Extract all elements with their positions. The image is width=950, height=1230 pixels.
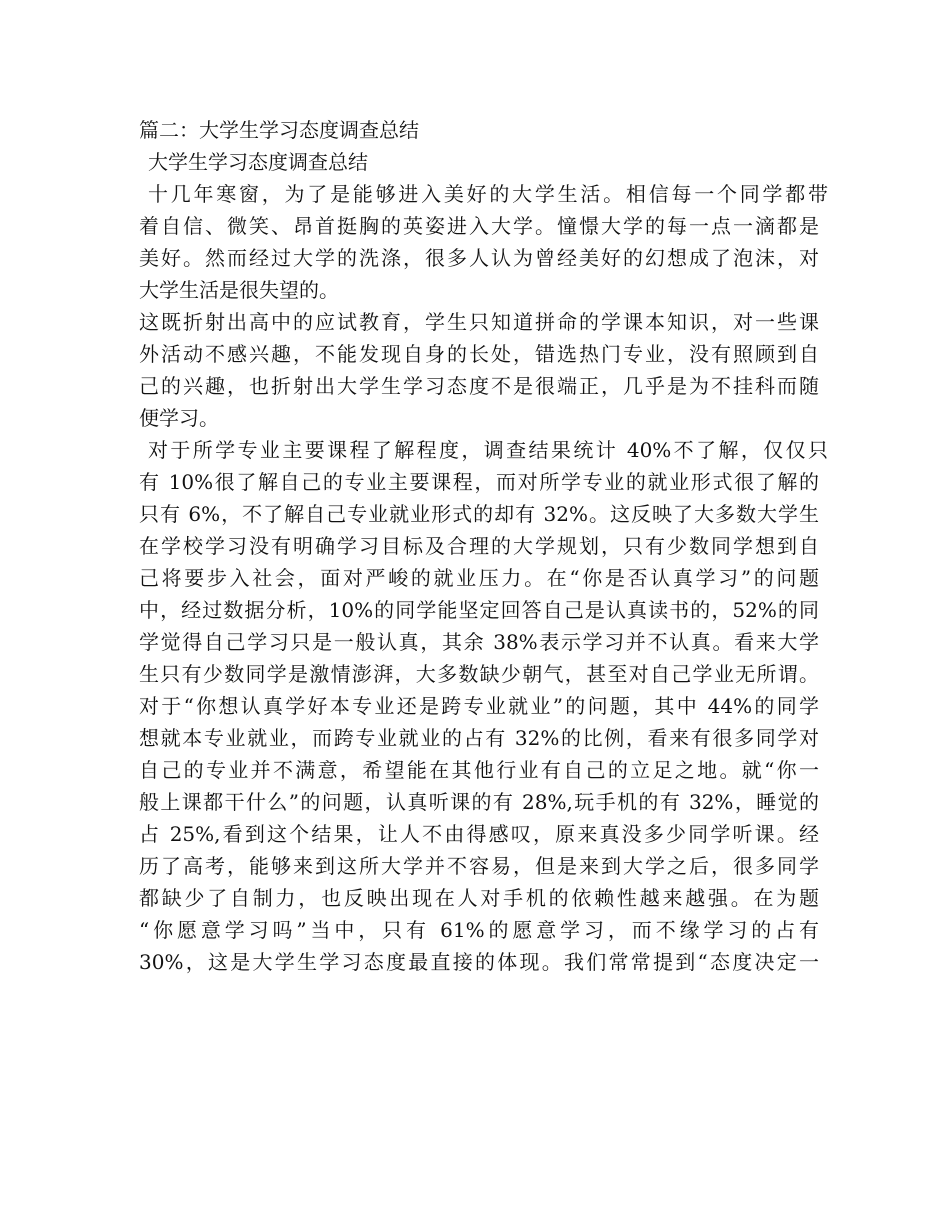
paragraph-line: 都缺少了自制力，也反映出现在人对手机的依赖性越来越强。在为题 [139, 886, 819, 910]
paragraph-line: 大学生活是很失望的。 [139, 278, 339, 302]
paragraph-line: 己的兴趣，也折射出大学生学习态度不是很端正，几乎是为不挂科而随 [139, 374, 819, 398]
document-subtitle: 大学生学习态度调查总结 [148, 150, 368, 174]
paragraph-line: 有 10%很了解自己的专业主要课程，而对所学专业的就业形式很了解的 [139, 470, 819, 494]
paragraph-line: “你愿意学习吗”当中，只有 61%的愿意学习，而不缘学习的占有 [139, 918, 819, 942]
paragraph-line: 只有 6%，不了解自己专业就业形式的却有 32%。这反映了大多数大学生 [139, 502, 819, 526]
paragraph-line: 这既折射出高中的应试教育，学生只知道拼命的学课本知识，对一些课 [139, 310, 819, 334]
paragraph-line: 十几年寒窗，为了是能够进入美好的大学生活。相信每一个同学都带 [148, 182, 828, 206]
paragraph-line: 生只有少数同学是激情澎湃，大多数缺少朝气，甚至对自己学业无所谓。 [139, 662, 819, 686]
paragraph-line: 便学习。 [139, 406, 219, 430]
paragraph-line: 般上课都干什么”的问题，认真听课的有 28%,玩手机的有 32%，睡觉的 [139, 790, 819, 814]
paragraph-line: 对于所学专业主要课程了解程度，调查结果统计 40%不了解，仅仅只 [148, 438, 828, 462]
paragraph-line: 着自信、微笑、昂首挺胸的英姿进入大学。憧憬大学的每一点一滴都是 [139, 214, 819, 238]
paragraph-line: 历了高考，能够来到这所大学并不容易，但是来到大学之后，很多同学 [139, 854, 819, 878]
paragraph-line: 想就本专业就业，而跨专业就业的占有 32%的比例，看来有很多同学对 [139, 726, 819, 750]
paragraph-line: 对于“你想认真学好本专业还是跨专业就业”的问题，其中 44%的同学 [139, 694, 819, 718]
paragraph-line: 30%，这是大学生学习态度最直接的体现。我们常常提到“态度决定一 [139, 950, 819, 974]
paragraph-line: 在学校学习没有明确学习目标及合理的大学规划，只有少数同学想到自 [139, 534, 819, 558]
paragraph-line: 外活动不感兴趣，不能发现自身的长处，错选热门专业，没有照顾到自 [139, 342, 819, 366]
document-body [139, 114, 828, 978]
paragraph-line: 占 25%,看到这个结果，让人不由得感叹，原来真没多少同学听课。经 [139, 822, 819, 846]
paragraph-line: 学觉得自己学习只是一般认真，其余 38%表示学习并不认真。看来大学 [139, 630, 819, 654]
paragraph-line: 美好。然而经过大学的洗涤，很多人认为曾经美好的幻想成了泡沫，对 [139, 246, 819, 270]
paragraph-line: 己将要步入社会，面对严峻的就业压力。在“你是否认真学习”的问题 [139, 566, 819, 590]
paragraph-line: 中，经过数据分析，10%的同学能坚定回答自己是认真读书的，52%的同 [139, 598, 819, 622]
paragraph-line: 自己的专业并不满意，希望能在其他行业有自己的立足之地。就“你一 [139, 758, 819, 782]
document-heading: 篇二：大学生学习态度调查总结 [139, 118, 419, 142]
